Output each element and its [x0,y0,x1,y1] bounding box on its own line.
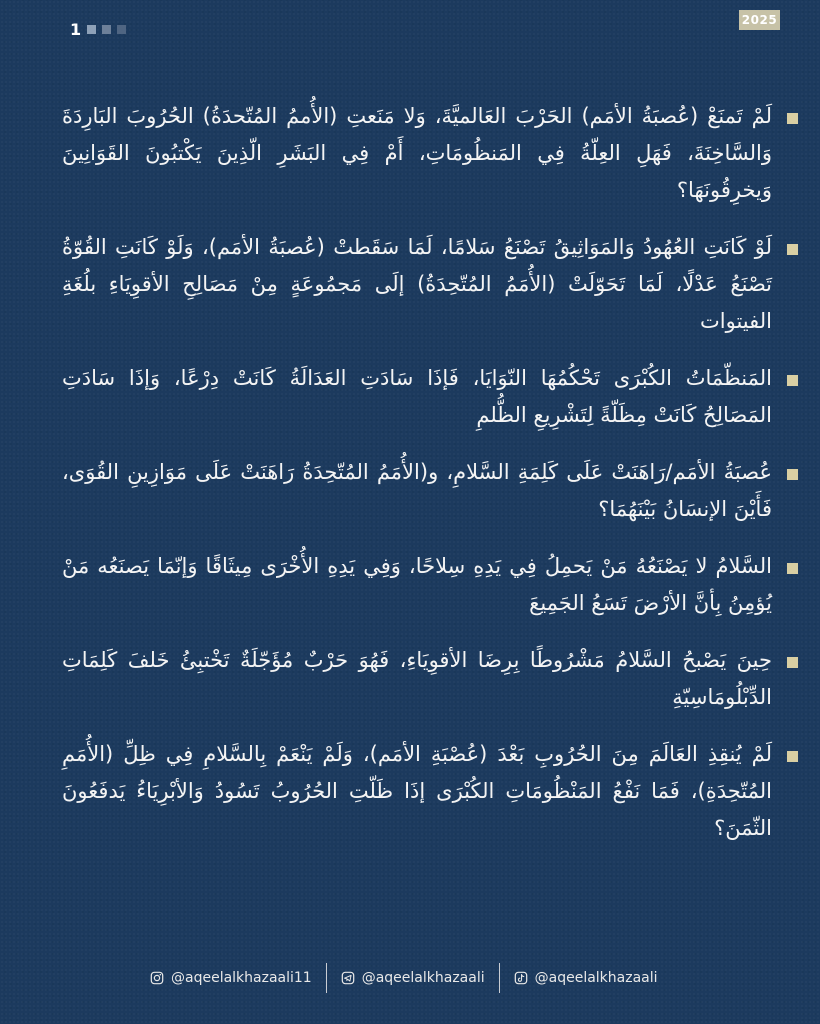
quote-paragraph [62,98,772,209]
bullet-square [787,469,798,480]
quote-paragraph [62,454,772,528]
quote-text: عُصبَةُ الأمَم/رَاهَنَتْ عَلَى كَلِمَةِ السَّلامِ، و(الأُمَمُ المُتّحِدَةُ رَاهَنَتْ عَلَى مَوَازِينِ القُوَى، فَأَيْنَ الإنسَانُ بَيْنَهُمَا؟ [62,460,772,521]
bullet-square [787,113,798,124]
instagram-icon [150,971,164,985]
instagram-username: @aqeelalkhazaali11 [171,970,312,986]
social-footer [150,960,690,996]
year-badge: 2025 [739,10,780,30]
quote-paragraph [62,229,772,340]
page-number: 1 [70,20,82,39]
page-dot [87,25,96,34]
instagram-handle[interactable] [150,970,312,986]
bullet-square [787,244,798,255]
footer-divider [499,963,500,993]
quote-paragraph [62,642,772,716]
footer-divider [326,963,327,993]
page-dot [117,25,126,34]
quote-text: لَمْ تَمنَعْ (عُصبَةُ الأمَم) الحَرْبَ العَالميَّةَ، وَلا مَنَعتِ (الأُممُ المُتّحدَةُ) الحُرُوبَ البَارِدَةَ وَالسَّاخِنَةَ، فَهَلِ العِلّةُ فِي المَنظُومَاتِ، أَمْ فِي البَشَرِ الّذِينَ يَكْتبُونَ القَوَانِينَ وَيخرِقُونَهَا؟ [62,104,772,202]
quote-text: السَّلامُ لا يَصْنَعُهُ مَنْ يَحمِلُ فِي يَدِهِ سِلاحًا، وَفِي يَدِهِ الأُخْرَى مِيثَاقًا وَإنّمَا يَصنَعُه مَنْ يُؤمِنُ بِأنَّ الأرْضَ تَسَعُ الجَمِيعَ [62,554,772,615]
tiktok-icon [514,971,528,985]
quote-paragraph [62,548,772,622]
telegram-username: @aqeelalkhazaali [361,970,485,986]
quote-paragraph [62,736,772,847]
page-indicator [70,20,126,39]
quote-paragraph [62,360,772,434]
quote-text: لَمْ يُنقِذِ العَالَمَ مِنَ الحُرُوبِ بَعْدَ (عُصْبَةِ الأمَم)، وَلَمْ يَنْعَمْ بِالسَّلامِ فِي ظِلِّ (الأُمَمِ المُتّحِدَةِ)، فَمَا نَفْعُ المَنْظُومَاتِ الكُبْرَى إذَا ظَلّتِ الحُرُوبُ تَسُودُ وَالأبْرِيَاءُ يَدفَعُونَ الثّمَنَ؟ [62,742,772,840]
bullet-square [787,375,798,386]
bullet-square [787,751,798,762]
tiktok-handle[interactable] [514,970,658,986]
telegram-icon [341,971,355,985]
bullet-square [787,563,798,574]
quote-list [62,98,772,867]
bullet-square [787,657,798,668]
quote-text: حِينَ يَصْبحُ السَّلامُ مَشْرُوطًا بِرِضَا الأقوِيَاءِ، فَهُوَ حَرْبٌ مُؤَجّلَةٌ تَخْتبِئُ خَلفَ كَلِمَاتِ الدِّبْلُومَاسِيّةِ [62,648,772,709]
tiktok-username: @aqeelalkhazaali [534,970,658,986]
quote-text: المَنظّمَاتُ الكُبْرَى تَحْكُمُهَا النّوَايَا، فَإذَا سَادَتِ العَدَالَةُ كَانَتْ دِرْعًا، وَإذَا سَادَتِ المَصَالِحُ كَانَتْ مِظَلّةً لِتَشْرِيعِ الظُّلمِ [62,366,772,427]
page-dot [102,25,111,34]
telegram-handle[interactable] [341,970,485,986]
quote-text: لَوْ كَانَتِ العُهُودُ وَالمَوَاثِيقُ تَصْنَعُ سَلامًا، لَمَا سَقَطتْ (عُصبَةُ الأمَم)، وَلَوْ كَانَتِ القُوّةُ تَصْنَعُ عَدْلًا، لَمَا تَحَوّلَتْ (الأُمَمُ المُتّحِدَةُ) إلَى مَجمُوعَةٍ مِنْ مَصَالِحِ الأقوِيَاءِ بلُغَةِ الفيتوات [62,235,772,333]
